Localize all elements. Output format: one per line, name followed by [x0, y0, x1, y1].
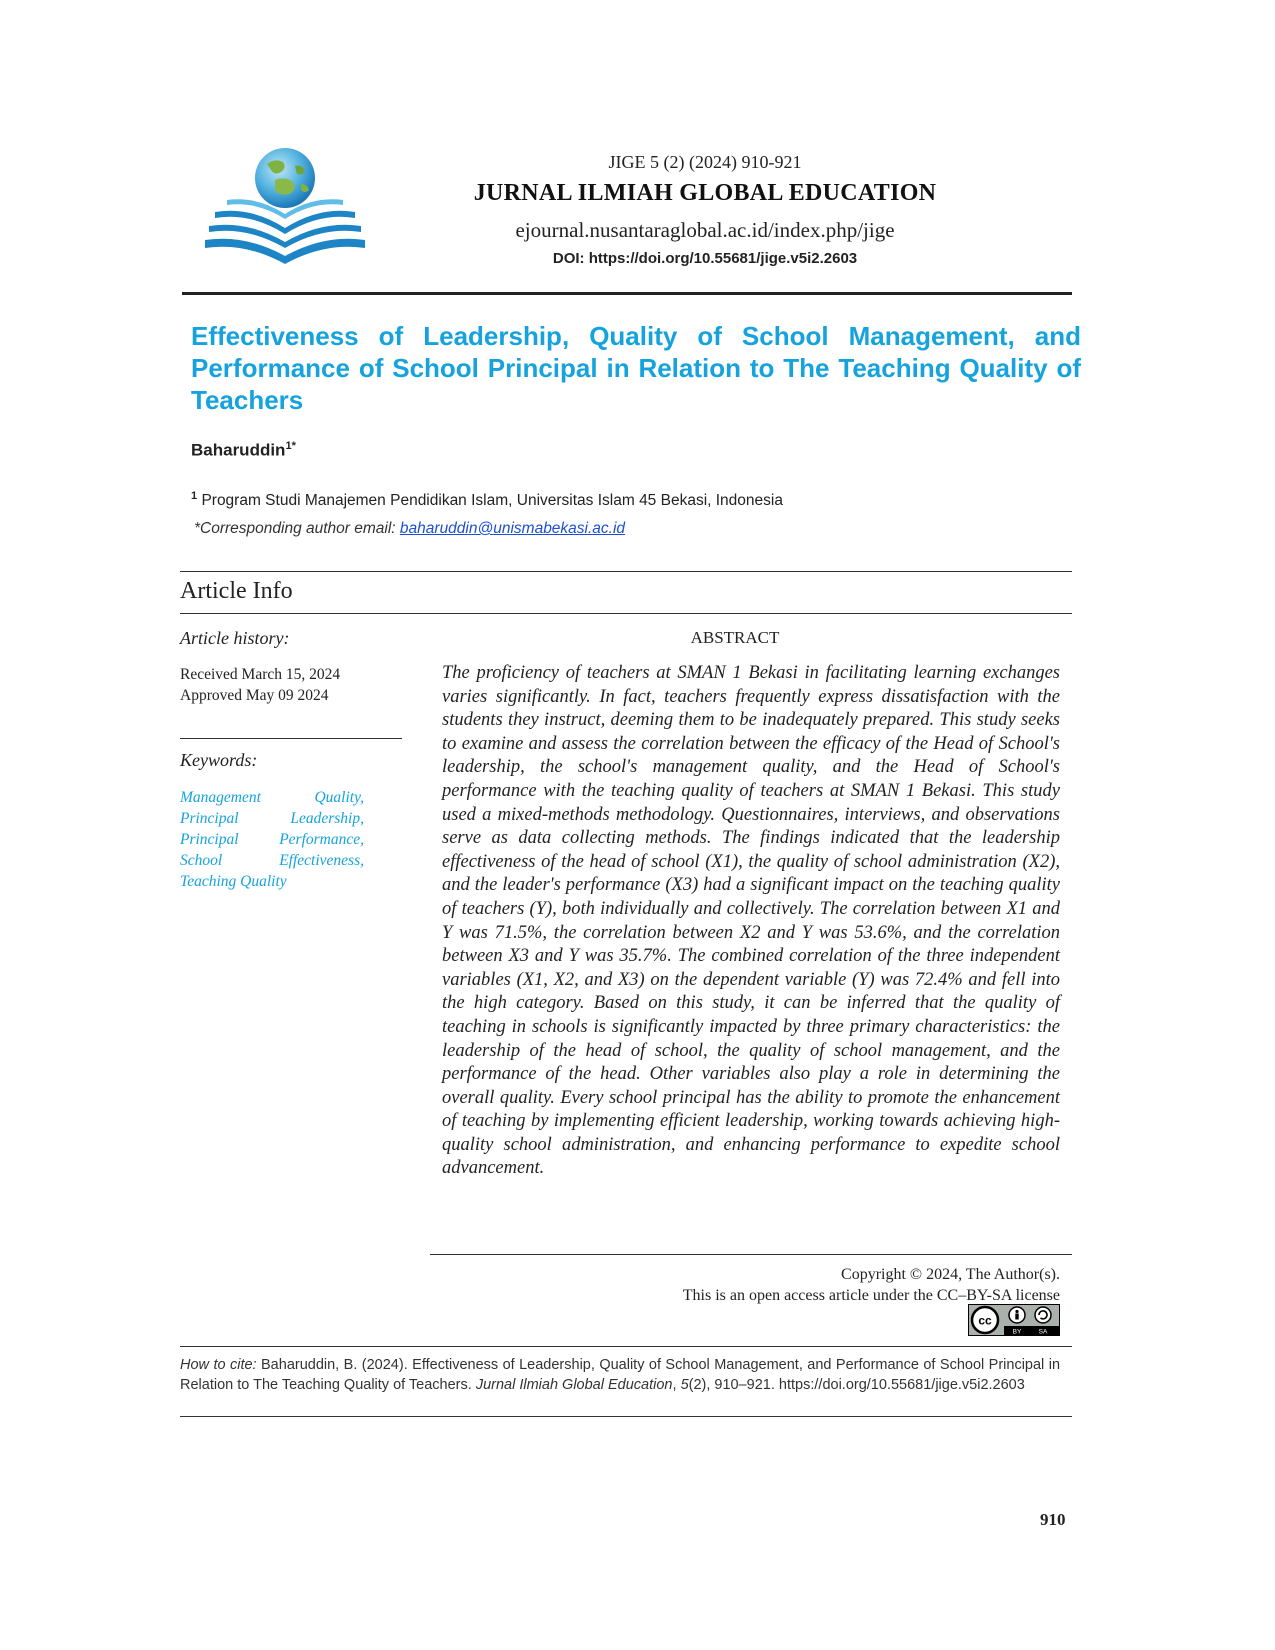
article-history-label: Article history:	[180, 628, 290, 648]
journal-url[interactable]: ejournal.nusantaraglobal.ac.id/index.php/jige	[515, 218, 895, 242]
citation-bottom-rule	[180, 1416, 1072, 1417]
article-info-heading: Article Info	[180, 578, 293, 604]
cc-badge-sa-label: SA	[1038, 1328, 1048, 1336]
svg-text:cc: cc	[978, 1313, 992, 1328]
article-info-bottom-rule	[180, 613, 1072, 614]
copyright-text: Copyright © 2024, The Author(s).	[841, 1266, 1060, 1283]
author-affiliation	[191, 490, 783, 510]
citation-top-rule	[180, 1346, 1072, 1347]
approved-date: Approved May 09 2024	[180, 687, 329, 704]
cc-by-sa-icon[interactable]	[968, 1304, 1060, 1336]
author-name	[191, 440, 296, 461]
license-divider	[430, 1254, 1072, 1255]
cite-volume: 5	[680, 1377, 689, 1393]
keywords-list: Management Quality, Principal Leadership, Principal Performance, School Effectiveness, Teaching Quality	[180, 789, 364, 890]
article-info-top-rule	[180, 571, 1072, 572]
cite-label: How to cite:	[180, 1357, 257, 1373]
page-number: 910	[1040, 1510, 1066, 1529]
open-access-text: This is an open access article under the CC–BY-SA license	[682, 1287, 1060, 1304]
article-doi[interactable]: DOI: https://doi.org/10.55681/jige.v5i2.2603	[552, 250, 858, 267]
corresponding-label: *Corresponding author email:	[194, 520, 400, 537]
received-date: Received March 15, 2024	[180, 666, 341, 683]
journal-citation-line: JIGE 5 (2) (2024) 910-921	[608, 152, 802, 172]
abstract-heading: ABSTRACT	[690, 628, 780, 647]
how-to-cite	[180, 1355, 1060, 1395]
cc-badge-by-label: BY	[1012, 1328, 1022, 1336]
cite-main: Baharuddin, B. (2024). Effectiveness of Leadership, Quality of School Management, and Performance of School Principal in Relation to The Teaching Quality of Teachers.	[180, 1357, 1061, 1393]
license-notice	[560, 1264, 1060, 1306]
keywords-label: Keywords:	[180, 750, 258, 770]
author-name-text: Baharuddin	[191, 440, 286, 460]
corresponding-author	[194, 520, 625, 538]
article-history	[180, 664, 340, 706]
cite-sep: ,	[672, 1377, 681, 1393]
history-divider	[180, 738, 402, 739]
article-title: Effectiveness of Leadership, Quality of School Management, and Performance of School Principal in Relation to The Teaching Quality of Teachers	[191, 321, 1081, 415]
affiliation-superscript: 1	[191, 490, 198, 502]
journal-name: JURNAL ILMIAH GLOBAL EDUCATION	[473, 180, 937, 206]
journal-logo-icon	[205, 140, 365, 270]
author-superscript: 1*	[285, 440, 296, 452]
affiliation-text: Program Studi Manajemen Pendidikan Islam, Universitas Islam 45 Bekasi, Indonesia	[201, 492, 783, 510]
abstract-text: The proficiency of teachers at SMAN 1 Bekasi in facilitating learning exchanges varies significantly. In fact, teachers frequently express dissatisfaction with the students they instruct, deeming them to be inadequately prepared. This study seeks to examine and assess the correlation between the efficacy of the Head of School's leadership, the school's management quality, and the Head of School's performance with the teaching quality of teachers at SMAN 1 Bekasi. This study used a mixed-methods methodology. Questionnaires, interviews, and observations serve as data collecting methods. The findings indicated that the leadership effectiveness of the head of school (X1), the quality of school administration (X2), and the leader's performance (X3) had a significant impact on the teaching quality of teachers (Y), both individually and collectively. The correlation between X1 and Y was 71.5%, the correlation between X2 and Y was 53.6%, and the correlation between X3 and Y was 35.7%. The combined correlation of the three independent variables (X1, X2, and X3) on the dependent variable (Y) was 72.4% and fell into the high category. Based on this study, it can be inferred that the quality of teaching in schools is significantly impacted by three primary characteristics: the leadership of the head of school, the quality of school management, and the performance of the head. Other variables also play a role in determining the overall quality. Every school principal has the ability to promote the enhancement of teaching by implementing efficient leadership, working towards achieving high-quality school administration, and enhancing performance to expedite school advancement.	[442, 663, 1060, 1179]
corresponding-email-link[interactable]: baharuddin@unismabekasi.ac.id	[399, 520, 626, 537]
cite-pages-doi[interactable]: (2), 910–921. https://doi.org/10.55681/jige.v5i2.2603	[688, 1377, 1025, 1393]
cite-journal: Jurnal Ilmiah Global Education	[475, 1377, 673, 1393]
header-divider	[182, 292, 1072, 295]
